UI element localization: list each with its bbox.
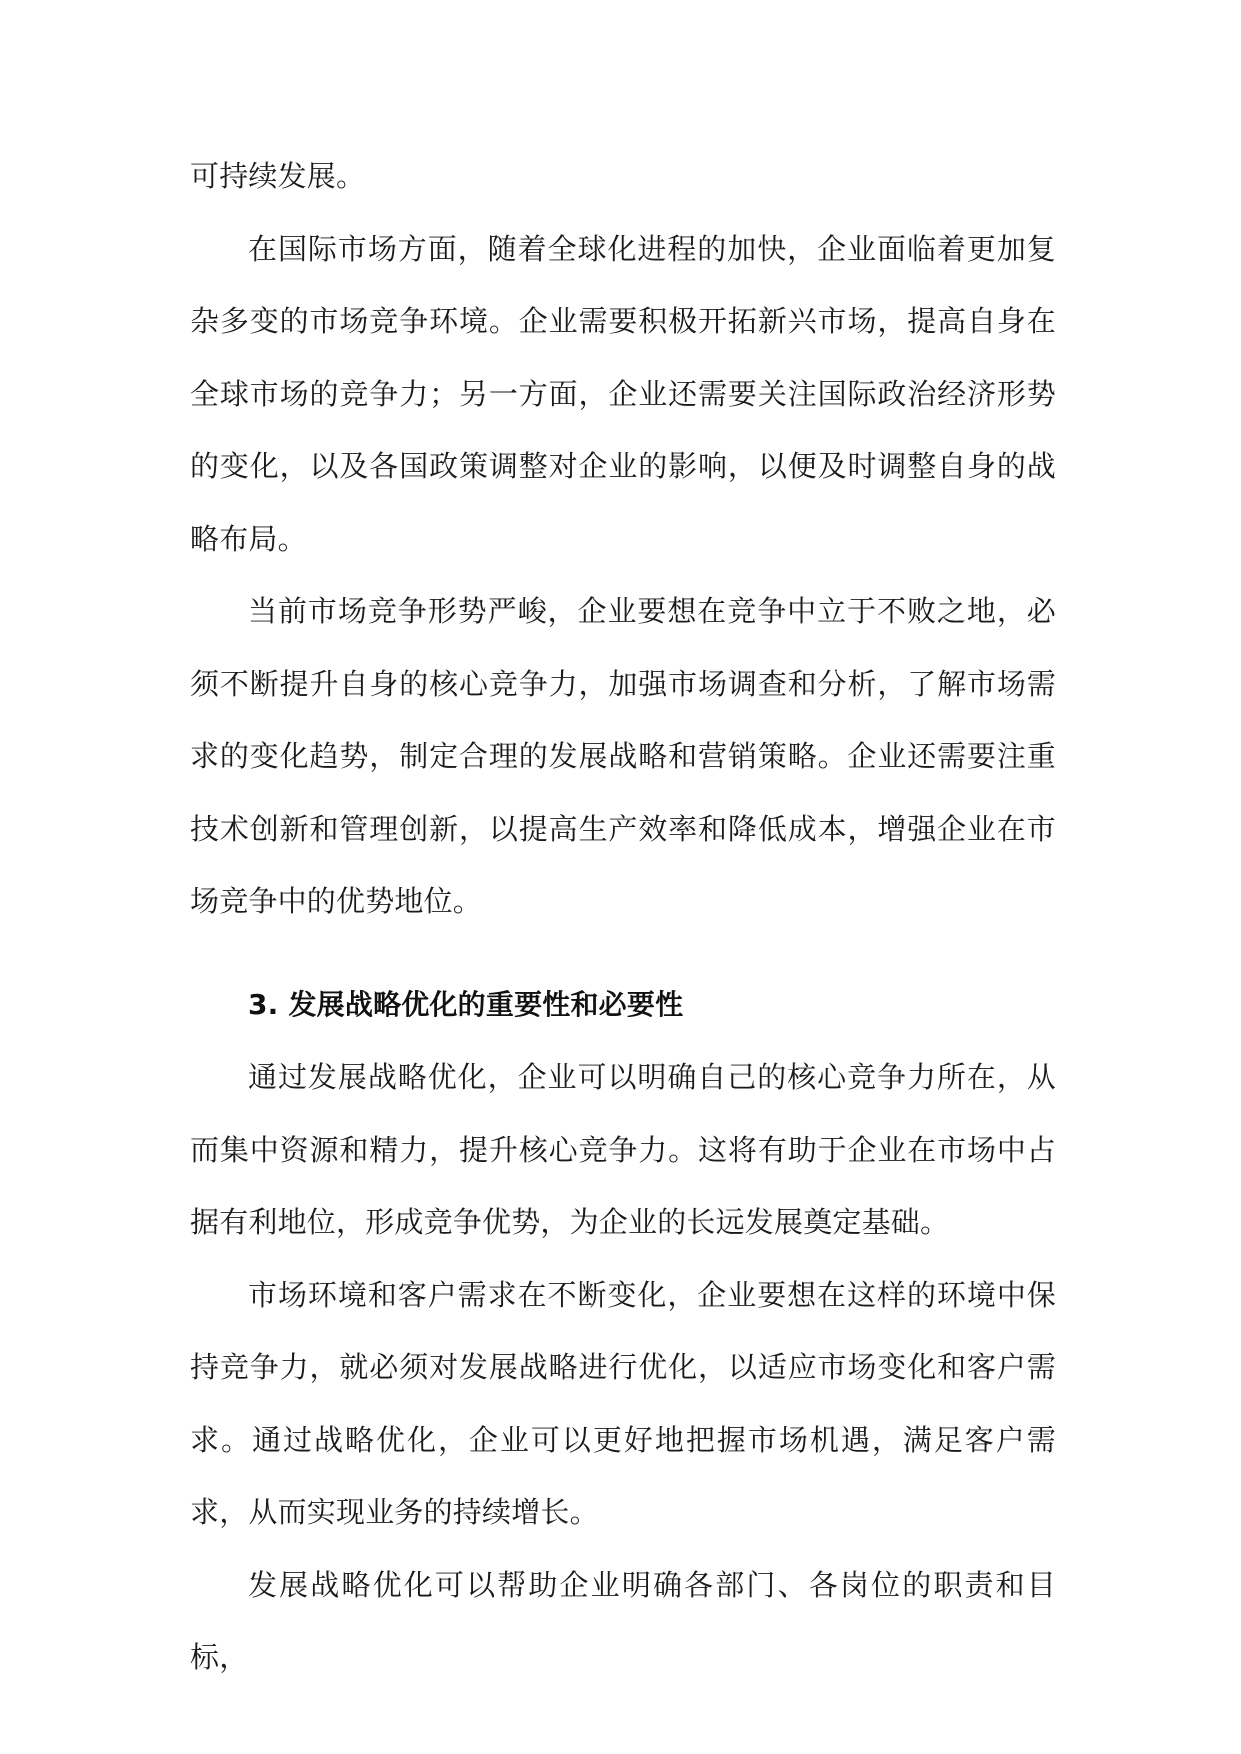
paragraph-competition: 当前市场竞争形势严峻，企业要想在竞争中立于不败之地，必须不断提升自身的核心竞争力，加强市场调查和分析，了解市场需求的变化趋势，制定合理的发展战略和营销策略。企业还需要注重技术创新和管理创新，以提高生产效率和降低成本，增强企业在市场竞争中的优势地位。	[190, 594, 1056, 918]
paragraph-core-competence: 通过发展战略优化，企业可以明确自己的核心竞争力所在，从而集中资源和精力，提升核心竞争力。这将有助于企业在市场中占据有利地位，形成竞争优势，为企业的长远发展奠定基础。	[190, 1060, 1056, 1239]
paragraph-international-market: 在国际市场方面，随着全球化进程的加快，企业面临着更加复杂多变的市场竞争环境。企业需要积极开拓新兴市场，提高自身在全球市场的竞争力；另一方面，企业还需要关注国际政治经济形势的变化，以及各国政策调整对企业的影响，以便及时调整自身的战略布局。	[190, 231, 1056, 556]
paragraph-market-change: 市场环境和客户需求在不断变化，企业要想在这样的环境中保持竞争力，就必须对发展战略进行优化，以适应市场变化和客户需求。通过战略优化，企业可以更好地把握市场机遇，满足客户需求，从而实现业务的持续增长。	[190, 1277, 1056, 1529]
paragraph-continuation: 可持续发展。	[190, 159, 366, 193]
paragraph-responsibilities: 发展战略优化可以帮助企业明确各部门、各岗位的职责和目标，	[190, 1567, 1056, 1674]
document-body	[190, 140, 1056, 1694]
section-heading: 3. 发展战略优化的重要性和必要性	[248, 987, 684, 1021]
